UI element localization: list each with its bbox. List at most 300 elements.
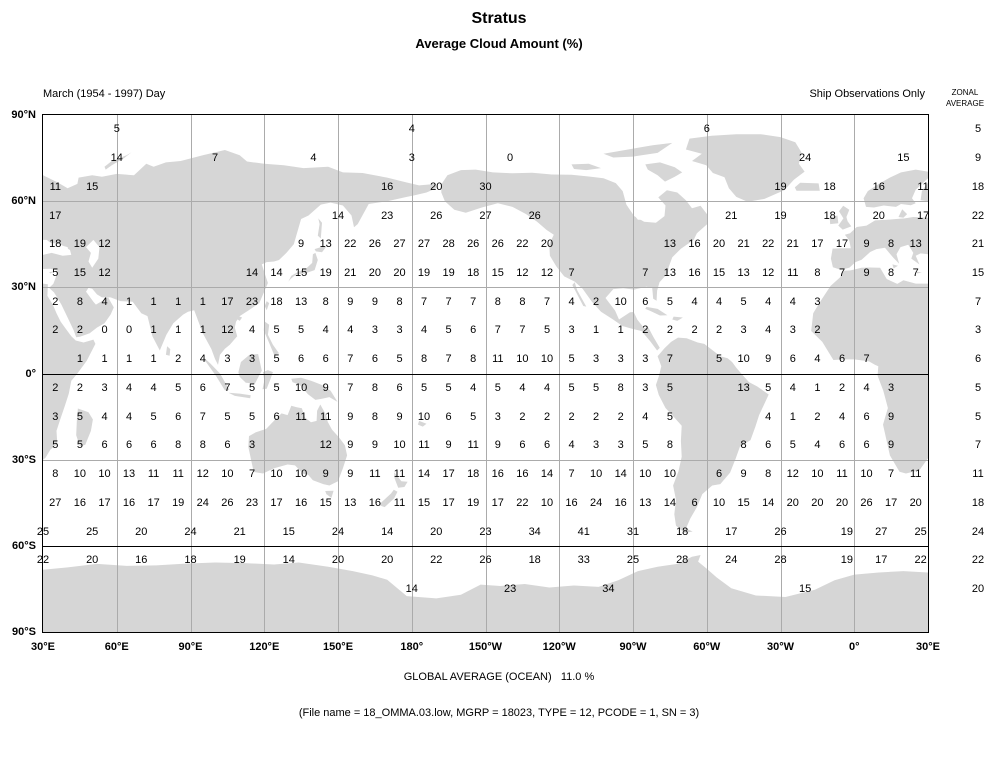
zonal-average-value: 21: [971, 238, 985, 251]
cell-value: 2: [691, 324, 698, 337]
cell-value: 2: [642, 324, 649, 337]
cell-value: 17: [221, 295, 234, 308]
cell-value: 25: [36, 525, 50, 538]
cell-value: 5: [76, 439, 83, 452]
cell-value: 10: [639, 468, 652, 480]
cell-value: 8: [888, 267, 895, 279]
cell-value: 8: [396, 295, 403, 308]
file-info-label: (File name = 18_OMMA.03.low, MGRP = 18023, TYPE = 12, PCODE = 1, SN = 3): [298, 707, 700, 719]
cell-value: 16: [368, 496, 382, 509]
cell-value: 9: [371, 439, 378, 452]
cell-value: 10: [98, 468, 111, 480]
cell-value: 5: [568, 381, 575, 394]
cell-value: 8: [494, 295, 501, 308]
cell-value: 19: [774, 180, 787, 193]
cell-value: 5: [593, 381, 600, 394]
longitude-tick-label: 90°E: [178, 641, 203, 653]
landmass: [811, 268, 928, 474]
cell-value: 17: [875, 554, 888, 567]
cell-value: 16: [516, 468, 529, 480]
cell-value: 2: [543, 410, 551, 423]
cell-value: 11: [393, 468, 406, 480]
cell-value: 21: [233, 525, 246, 538]
cell-value: 19: [840, 525, 854, 538]
cell-value: 15: [319, 496, 332, 509]
landmass: [838, 206, 851, 230]
cell-value: 2: [838, 381, 846, 394]
cell-value: 19: [319, 267, 332, 279]
longitude-tick-label: 90°W: [619, 641, 647, 653]
cell-value: 21: [725, 209, 738, 222]
cell-value: 3: [888, 381, 895, 394]
cell-value: 11: [147, 468, 160, 480]
cell-value: 5: [224, 410, 231, 423]
cell-value: 4: [248, 324, 256, 337]
cell-value: 25: [914, 525, 927, 538]
cell-value: 15: [73, 267, 87, 279]
cell-value: 7: [666, 353, 673, 366]
cell-value: 4: [199, 353, 206, 366]
cell-value: 19: [233, 554, 246, 567]
cell-value: 5: [273, 381, 280, 394]
cell-value: 8: [322, 295, 329, 308]
cell-value: 4: [789, 295, 796, 308]
longitude-tick-label: 0°: [848, 641, 860, 653]
cell-value: 27: [875, 525, 888, 538]
cell-value: 17: [811, 238, 824, 251]
cell-value: 22: [914, 554, 927, 567]
cell-value: 4: [642, 410, 649, 423]
cell-value: 22: [516, 238, 529, 251]
cell-value: 21: [344, 267, 357, 279]
longitude-tick-label: 120°E: [249, 641, 280, 653]
cell-value: 2: [175, 353, 182, 366]
cell-value: 3: [101, 381, 108, 394]
landmass: [441, 170, 708, 351]
landmass: [265, 301, 270, 310]
cell-value: 4: [568, 295, 575, 308]
cell-value: 15: [491, 267, 504, 279]
cell-value: 3: [494, 410, 501, 423]
cell-value: 9: [371, 295, 378, 308]
cell-value: 2: [519, 410, 526, 423]
cell-value: 5: [420, 381, 428, 394]
zonal-average-value: 20: [971, 582, 985, 595]
cell-value: 7: [888, 468, 895, 480]
cell-value: 24: [589, 496, 603, 509]
cell-value: 12: [540, 267, 554, 279]
cell-value: 6: [396, 381, 403, 394]
zonal-average-value: 6: [974, 353, 982, 366]
cell-value: 4: [765, 410, 772, 423]
cell-value: 2: [593, 295, 600, 308]
longitude-tick-label: 150°E: [322, 641, 354, 653]
cell-value: 7: [519, 324, 526, 337]
zonal-average-header-line2: AVERAGE: [945, 99, 985, 108]
latitude-tick-label: 30°S: [12, 453, 36, 466]
cell-value: 6: [125, 439, 133, 452]
cell-value: 5: [52, 439, 59, 452]
cell-value: 10: [393, 439, 406, 452]
cell-value: 4: [420, 324, 428, 337]
cell-value: 4: [838, 410, 846, 423]
cell-value: 11: [49, 180, 62, 193]
cell-value: 3: [371, 324, 378, 337]
cell-value: 20: [430, 180, 443, 193]
cell-value: 7: [420, 295, 428, 308]
cell-value: 7: [347, 353, 354, 366]
longitude-tick-label: 30°E: [31, 641, 55, 653]
landmass: [572, 164, 602, 170]
cell-value: 18: [467, 267, 480, 279]
cell-value: 5: [273, 324, 280, 337]
latitude-tick-label: 60°N: [11, 195, 36, 208]
cell-value: 23: [503, 582, 517, 595]
cell-value: 7: [838, 267, 846, 279]
cell-value: 26: [528, 209, 541, 222]
longitude-tick-label: 60°W: [693, 641, 721, 653]
zonal-average-value: 9: [974, 152, 982, 165]
cell-value: 10: [663, 468, 677, 480]
landmass: [686, 134, 805, 202]
cell-value: 2: [52, 324, 59, 337]
cell-value: 3: [224, 353, 231, 366]
cell-value: 22: [36, 554, 50, 567]
cell-value: 6: [642, 295, 649, 308]
grid-line-horizontal: [43, 201, 928, 202]
cell-value: 28: [442, 238, 455, 251]
cell-value: 20: [712, 238, 726, 251]
cell-value: 6: [863, 439, 870, 452]
cell-value: 15: [86, 180, 99, 193]
cell-value: 1: [150, 295, 157, 308]
cell-value: 5: [76, 410, 83, 423]
cell-value: 1: [175, 324, 182, 337]
cell-value: 21: [786, 238, 799, 251]
cell-value: 5: [396, 353, 403, 366]
cell-value: 5: [666, 295, 673, 308]
cell-value: 8: [76, 295, 83, 308]
cell-value: 2: [568, 410, 575, 423]
cell-value: 11: [917, 180, 929, 193]
latitude-tick-label: 60°S: [12, 539, 36, 552]
cell-value: 14: [282, 554, 295, 567]
cell-value: 16: [73, 496, 87, 509]
cell-value: 10: [712, 496, 726, 509]
cell-value: 12: [98, 267, 111, 279]
landmass: [899, 209, 908, 218]
zonal-average-value: 18: [971, 496, 985, 509]
cell-value: 24: [196, 496, 209, 509]
cell-value: 7: [224, 381, 231, 394]
latitude-tick-label: 90°N: [11, 109, 36, 121]
cell-value: 3: [740, 324, 747, 337]
cell-value: 18: [823, 180, 836, 193]
cell-value: 1: [101, 353, 108, 366]
cell-value: 5: [568, 353, 575, 366]
cell-value: 16: [614, 496, 627, 509]
longitude-tick-label: 180°: [400, 641, 424, 653]
cell-value: 3: [248, 353, 256, 366]
cell-value: 23: [479, 525, 492, 538]
cell-value: 9: [863, 267, 870, 279]
cell-value: 8: [519, 295, 526, 308]
cell-value: 11: [295, 410, 307, 423]
cell-value: 5: [298, 324, 305, 337]
cell-value: 4: [408, 123, 415, 136]
cell-value: 16: [491, 468, 504, 480]
cell-value: 13: [663, 238, 677, 251]
cell-value: 10: [221, 468, 234, 480]
cell-value: 20: [909, 496, 922, 509]
cell-value: 18: [823, 209, 836, 222]
cell-value: 6: [863, 410, 870, 423]
cell-value: 9: [347, 410, 354, 423]
cell-value: 17: [442, 496, 455, 509]
cell-value: 15: [737, 496, 750, 509]
cell-value: 7: [568, 468, 575, 480]
cell-value: 41: [577, 525, 590, 538]
cell-value: 4: [715, 295, 723, 308]
cell-value: 5: [642, 439, 649, 452]
cell-value: 18: [467, 468, 480, 480]
cell-value: 2: [617, 410, 624, 423]
cell-value: 2: [715, 324, 723, 337]
period-label: March (1954 - 1997) Day: [43, 88, 166, 100]
cell-value: 17: [884, 496, 898, 509]
cell-value: 1: [789, 410, 796, 423]
cell-value: 9: [765, 353, 772, 366]
cell-value: 27: [49, 496, 62, 509]
cell-value: 9: [347, 439, 354, 452]
cell-value: 16: [381, 180, 394, 193]
grid-line-horizontal: [43, 287, 928, 288]
latitude-tick-label: 90°S: [12, 626, 36, 638]
cell-value: 5: [113, 123, 120, 136]
cell-value: 8: [814, 267, 821, 279]
cell-value: 5: [494, 381, 501, 394]
cell-value: 17: [835, 238, 849, 251]
cell-value: 30: [479, 180, 492, 193]
landmass: [604, 143, 673, 158]
cell-value: 12: [319, 439, 332, 452]
cell-value: 18: [270, 295, 283, 308]
cell-value: 17: [916, 209, 930, 222]
cell-value: 2: [814, 324, 821, 337]
cell-value: 17: [725, 525, 738, 538]
cell-value: 15: [417, 496, 431, 509]
cell-value: 6: [298, 353, 305, 366]
cell-value: 10: [73, 468, 87, 480]
zonal-average-value: 3: [974, 324, 982, 337]
cell-value: 12: [221, 324, 234, 337]
cell-value: 1: [199, 295, 206, 308]
cell-value: 16: [688, 238, 701, 251]
cell-value: 11: [467, 439, 479, 452]
cell-value: 3: [408, 152, 415, 165]
cell-value: 19: [417, 267, 431, 279]
zonal-average-value: 11: [972, 468, 984, 480]
cell-value: 3: [593, 353, 600, 366]
cell-value: 13: [737, 381, 750, 394]
cell-value: 1: [175, 295, 182, 308]
cell-value: 6: [322, 353, 329, 366]
cell-value: 31: [626, 525, 640, 538]
cell-value: 16: [872, 180, 885, 193]
cell-value: 8: [371, 410, 378, 423]
cell-value: 15: [798, 582, 812, 595]
cell-value: 11: [787, 267, 799, 279]
latitude-tick-label: 30°N: [11, 281, 36, 294]
cell-value: 3: [593, 439, 600, 452]
cell-value: 15: [712, 267, 726, 279]
cell-value: 6: [519, 439, 526, 452]
cell-value: 16: [565, 496, 578, 509]
cell-value: 11: [492, 353, 504, 366]
cell-value: 12: [98, 238, 111, 251]
cell-value: 4: [568, 439, 575, 452]
cell-value: 22: [516, 496, 529, 509]
cell-value: 7: [863, 353, 870, 366]
zonal-average-value: 5: [974, 410, 982, 423]
cell-value: 5: [445, 324, 452, 337]
cell-value: 20: [540, 238, 554, 251]
cell-value: 22: [430, 554, 443, 567]
cell-value: 4: [150, 381, 157, 394]
cell-value: 3: [617, 353, 624, 366]
cell-value: 10: [860, 468, 873, 480]
source-label: Ship Observations Only: [809, 88, 925, 100]
cell-value: 4: [789, 381, 796, 394]
cell-value: 3: [248, 439, 256, 452]
cell-value: 4: [814, 353, 821, 366]
cell-value: 7: [642, 267, 649, 279]
cell-value: 20: [430, 525, 443, 538]
cell-value: 15: [294, 267, 308, 279]
cell-value: 20: [331, 554, 345, 567]
cell-value: 8: [175, 439, 182, 452]
cell-value: 27: [393, 238, 406, 251]
cell-value: 2: [593, 410, 600, 423]
cell-value: 20: [381, 554, 394, 567]
cell-value: 20: [368, 267, 382, 279]
cell-value: 20: [86, 554, 99, 567]
cell-value: 19: [467, 496, 480, 509]
cell-value: 7: [445, 353, 452, 366]
cell-value: 7: [248, 468, 256, 480]
cell-value: 1: [150, 353, 157, 366]
cell-value: 10: [614, 295, 627, 308]
cell-value: 6: [691, 496, 698, 509]
cell-value: 14: [331, 209, 345, 222]
cell-value: 11: [393, 496, 406, 509]
cell-value: 10: [540, 353, 554, 366]
cell-value: 18: [676, 525, 689, 538]
cell-value: 8: [765, 468, 772, 480]
cell-value: 6: [703, 123, 710, 136]
cell-value: 24: [798, 152, 812, 165]
cell-value: 20: [393, 267, 406, 279]
landmass: [645, 307, 667, 316]
cell-value: 16: [688, 267, 701, 279]
cell-value: 9: [888, 410, 895, 423]
cell-value: 5: [273, 353, 280, 366]
cell-value: 4: [519, 381, 526, 394]
cell-value: 9: [347, 468, 354, 480]
world-map-panel: [36, 115, 930, 632]
cell-value: 4: [470, 381, 477, 394]
cell-value: 6: [371, 353, 378, 366]
cell-value: 8: [371, 381, 378, 394]
cell-value: 0: [507, 152, 514, 165]
cell-value: 8: [888, 238, 895, 251]
cell-value: 26: [491, 238, 504, 251]
cell-value: 20: [872, 209, 885, 222]
cell-value: 20: [786, 496, 799, 509]
cell-value: 16: [135, 554, 148, 567]
cell-value: 19: [172, 496, 185, 509]
cell-value: 4: [543, 381, 551, 394]
global-average-label: GLOBAL AVERAGE (OCEAN) 11.0 %: [403, 671, 595, 683]
cell-value: 13: [663, 267, 677, 279]
cell-value: 7: [494, 324, 501, 337]
cell-value: 6: [199, 381, 206, 394]
cell-value: 12: [196, 468, 209, 480]
cell-value: 20: [811, 496, 824, 509]
cell-value: 9: [494, 439, 501, 452]
cell-value: 9: [396, 410, 403, 423]
cell-value: 6: [838, 353, 846, 366]
cell-value: 5: [150, 410, 157, 423]
cell-value: 1: [150, 324, 157, 337]
cell-value: 6: [445, 410, 452, 423]
cell-value: 3: [617, 439, 624, 452]
cell-value: 7: [470, 295, 477, 308]
cell-value: 10: [811, 468, 824, 480]
cell-value: 6: [224, 439, 231, 452]
cell-value: 7: [543, 295, 551, 308]
cell-value: 14: [540, 468, 554, 480]
cell-value: 4: [863, 381, 870, 394]
cell-value: 5: [666, 410, 673, 423]
cell-value: 9: [322, 381, 329, 394]
cell-value: 6: [150, 439, 157, 452]
grid-line-horizontal-dark: [43, 546, 928, 547]
cell-value: 1: [76, 353, 83, 366]
cell-value: 20: [135, 525, 148, 538]
cell-value: 6: [175, 410, 182, 423]
zonal-average-value: 15: [971, 267, 985, 279]
cell-value: 8: [470, 353, 477, 366]
landmass: [318, 218, 322, 238]
cell-value: 4: [125, 381, 133, 394]
zonal-average-value: 5: [974, 123, 982, 136]
cell-value: 9: [347, 295, 354, 308]
landmass: [795, 183, 820, 191]
cell-value: 34: [602, 582, 615, 595]
cell-value: 10: [516, 353, 529, 366]
cell-value: 13: [122, 468, 136, 480]
cell-value: 5: [789, 439, 796, 452]
cell-value: 14: [110, 152, 123, 165]
landmass: [645, 162, 682, 181]
cell-value: 5: [765, 381, 772, 394]
zonal-average-value: 24: [971, 525, 985, 538]
cell-value: 8: [199, 439, 206, 452]
cell-value: 4: [691, 295, 698, 308]
cell-value: 19: [442, 267, 455, 279]
cell-value: 12: [516, 267, 529, 279]
